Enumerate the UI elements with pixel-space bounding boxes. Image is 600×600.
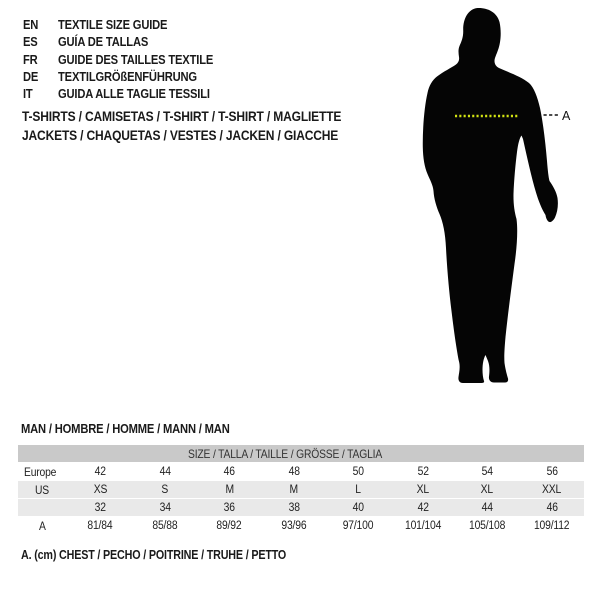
size-row-label: US xyxy=(18,481,68,499)
size-cell: 97/100 xyxy=(326,517,391,535)
size-cell: 93/96 xyxy=(262,517,327,535)
size-cell: 40 xyxy=(326,499,391,517)
footnote xyxy=(21,548,329,562)
language-label: GUIDA ALLE TAGLIE TESSILI xyxy=(58,86,210,102)
language-code: ES xyxy=(23,34,38,50)
section-title xyxy=(21,421,264,435)
man-silhouette xyxy=(423,8,558,383)
size-table-row xyxy=(18,463,584,481)
size-table-header xyxy=(18,445,584,463)
size-cell: 105/108 xyxy=(455,517,520,535)
language-label: TEXTILGRÖßENFÜHRUNG xyxy=(58,69,197,85)
size-table-row xyxy=(18,481,584,499)
size-cell: XL xyxy=(391,481,456,499)
size-cell: S xyxy=(133,481,198,499)
size-table-row xyxy=(18,517,584,535)
size-cell: 52 xyxy=(391,463,456,481)
size-cell: L xyxy=(326,481,391,499)
size-cell: 54 xyxy=(455,463,520,481)
category-line-tshirts-text: T-SHIRTS / CAMISETAS / T-SHIRT / T-SHIRT / MAGLIETTE xyxy=(22,108,342,125)
size-cell: 42 xyxy=(68,463,133,481)
language-code: FR xyxy=(23,51,38,67)
category-line-jackets-text: JACKETS / CHAQUETAS / VESTES / JACKEN / GIACCHE xyxy=(22,126,339,143)
size-table-row xyxy=(18,499,584,517)
size-cell: 48 xyxy=(262,463,327,481)
language-label: GUÍA DE TALLAS xyxy=(58,34,149,50)
size-table-header-row xyxy=(18,445,584,463)
language-code: EN xyxy=(23,17,39,33)
size-cell: 56 xyxy=(520,463,585,481)
size-cell: 109/112 xyxy=(520,517,585,535)
size-table-header-text: SIZE / TALLA / TAILLE / GRÖSSE / TAGLIA xyxy=(188,446,383,461)
size-cell: 42 xyxy=(391,499,456,517)
language-code: IT xyxy=(23,86,33,102)
size-cell: 46 xyxy=(197,463,262,481)
size-row-label xyxy=(18,499,68,517)
size-cell: M xyxy=(262,481,327,499)
size-cell: 44 xyxy=(133,463,198,481)
measure-label-a: A xyxy=(562,109,571,123)
size-cell: XXL xyxy=(520,481,585,499)
size-cell: 36 xyxy=(197,499,262,517)
size-row-label: A xyxy=(18,517,68,535)
footnote-text: A. (cm) CHEST / PECHO / POITRINE / TRUHE / PETTO xyxy=(21,548,287,562)
size-cell: 34 xyxy=(133,499,198,517)
size-cell: 101/104 xyxy=(391,517,456,535)
size-cell: 38 xyxy=(262,499,327,517)
size-cell: 81/84 xyxy=(68,517,133,535)
language-label: GUIDE DES TAILLES TEXTILE xyxy=(58,51,214,67)
size-table-body xyxy=(18,445,584,535)
section-title-text: MAN / HOMBRE / HOMME / MANN / MAN xyxy=(21,421,230,436)
language-label: TEXTILE SIZE GUIDE xyxy=(58,17,168,33)
size-cell: XS xyxy=(68,481,133,499)
language-code: DE xyxy=(23,69,39,85)
size-cell: XL xyxy=(455,481,520,499)
size-cell: 85/88 xyxy=(133,517,198,535)
size-cell: M xyxy=(197,481,262,499)
size-cell: 46 xyxy=(520,499,585,517)
size-table xyxy=(18,445,584,535)
size-cell: 50 xyxy=(326,463,391,481)
size-row-label: Europe xyxy=(18,463,68,481)
size-cell: 89/92 xyxy=(197,517,262,535)
size-cell: 44 xyxy=(455,499,520,517)
size-cell: 32 xyxy=(68,499,133,517)
